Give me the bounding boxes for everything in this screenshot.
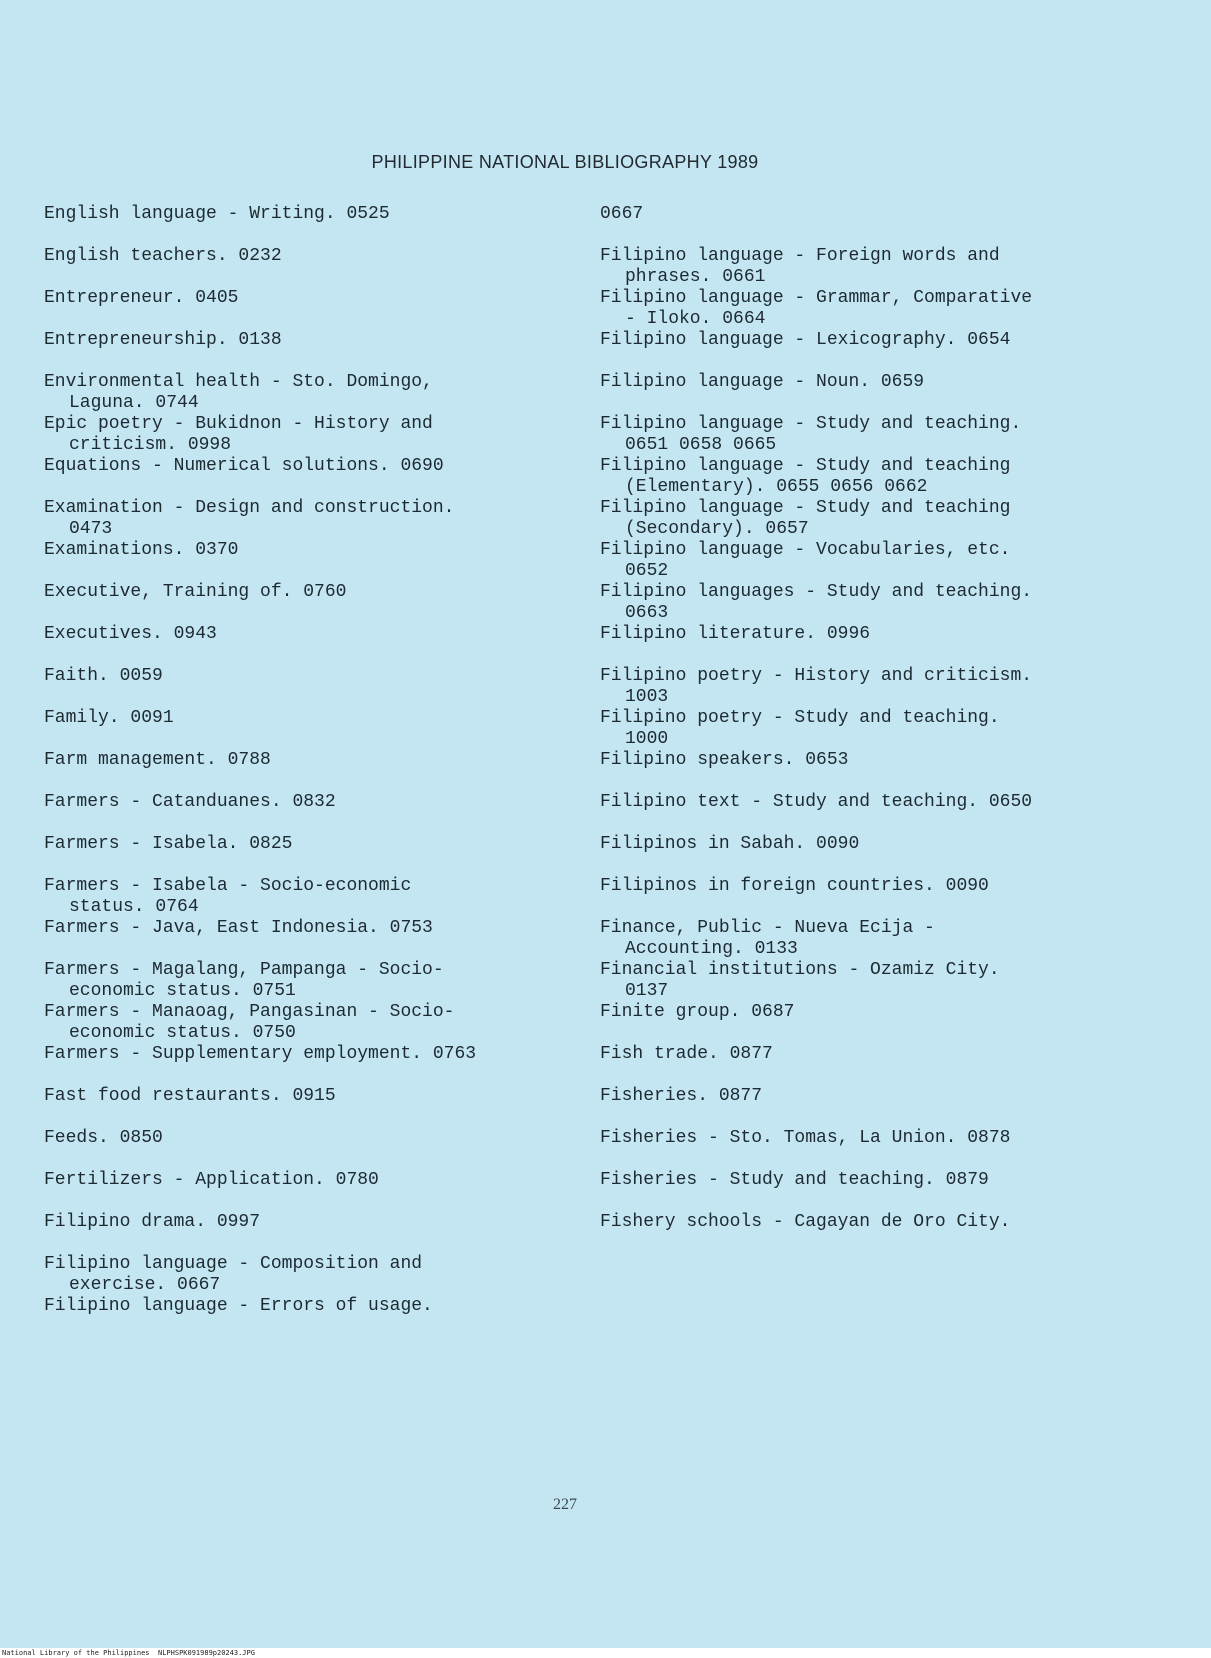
index-entry: Fisheries. 0877 — [600, 1086, 763, 1106]
page-number: 227 — [553, 1496, 577, 1513]
index-entry: English language - Writing. 0525 — [44, 204, 390, 224]
index-entry: Farmers - Isabela. 0825 — [44, 834, 293, 854]
index-entry: Filipino language - Vocabularies, etc. 0652 — [600, 540, 1011, 581]
index-entry: Filipino language - Noun. 0659 — [600, 372, 925, 392]
index-entry: Filipino language - Study and teaching (Elementary). 0655 0656 0662 — [600, 456, 1011, 497]
index-entry: Filipino language - Study and teaching. 0651 0658 0665 — [600, 414, 1022, 455]
footer-filename: NLPHSPK091989p20243.JPG — [158, 1649, 255, 1657]
index-entry: Filipino speakers. 0653 — [600, 750, 849, 770]
index-entry: Farmers - Magalang, Pampanga - Socio- economic status. 0751 — [44, 960, 444, 1001]
index-entry: Entrepreneurship. 0138 — [44, 330, 282, 350]
index-entry: Filipino languages - Study and teaching. 0663 — [600, 582, 1033, 623]
index-entry: Filipinos in foreign countries. 0090 — [600, 876, 989, 896]
index-entry: Filipino language - Errors of usage. — [44, 1296, 433, 1316]
footer-source: National Library of the Philippines — [2, 1649, 150, 1657]
index-entry: Fertilizers - Application. 0780 — [44, 1170, 379, 1190]
index-entry: Filipino drama. 0997 — [44, 1212, 261, 1232]
index-entry: Fisheries - Sto. Tomas, La Union. 0878 — [600, 1128, 1011, 1148]
index-entry: Filipino language - Composition and exercise. 0667 — [44, 1254, 423, 1295]
index-entry: Farmers - Java, East Indonesia. 0753 — [44, 918, 433, 938]
index-entry: Filipino language - Study and teaching (Secondary). 0657 — [600, 498, 1011, 539]
index-entry: 0667 — [600, 204, 644, 224]
index-entry: Financial institutions - Ozamiz City. 0137 — [600, 960, 1000, 1001]
index-entry: Examination - Design and construction. 0473 — [44, 498, 455, 539]
index-entry: Filipino language - Lexicography. 0654 — [600, 330, 1011, 350]
index-entry: Faith. 0059 — [44, 666, 163, 686]
index-entry: Farmers - Supplementary employment. 0763 — [44, 1044, 477, 1064]
index-entry: Farmers - Manaoag, Pangasinan - Socio- economic status. 0750 — [44, 1002, 455, 1043]
index-entry: Filipino poetry - History and criticism. 1003 — [600, 666, 1033, 707]
index-entry: Farmers - Isabela - Socio-economic status. 0764 — [44, 876, 412, 917]
index-entry: Farmers - Catanduanes. 0832 — [44, 792, 336, 812]
index-entry: Filipino literature. 0996 — [600, 624, 871, 644]
index-entry: Fast food restaurants. 0915 — [44, 1086, 336, 1106]
index-entry: Examinations. 0370 — [44, 540, 239, 560]
scan-footer — [0, 1648, 1211, 1658]
index-entry: Environmental health - Sto. Domingo, Laguna. 0744 — [44, 372, 433, 413]
index-entry: Equations - Numerical solutions. 0690 — [44, 456, 444, 476]
index-entry: Executive, Training of. 0760 — [44, 582, 347, 602]
index-entry: Finite group. 0687 — [600, 1002, 795, 1022]
index-entry: Filipino language - Foreign words and phrases. 0661 — [600, 246, 1000, 287]
index-entry: English teachers. 0232 — [44, 246, 282, 266]
index-entry: Fishery schools - Cagayan de Oro City. — [600, 1212, 1011, 1232]
index-entry: Filipino language - Grammar, Comparative - Iloko. 0664 — [600, 288, 1033, 329]
index-entry: Family. 0091 — [44, 708, 174, 728]
page-header: PHILIPPINE NATIONAL BIBLIOGRAPHY 1989 — [371, 152, 759, 172]
index-entry: Executives. 0943 — [44, 624, 217, 644]
index-entry: Fish trade. 0877 — [600, 1044, 773, 1064]
index-entry: Entrepreneur. 0405 — [44, 288, 239, 308]
index-entry: Filipinos in Sabah. 0090 — [600, 834, 860, 854]
index-entry: Filipino poetry - Study and teaching. 1000 — [600, 708, 1000, 749]
index-entry: Epic poetry - Bukidnon - History and criticism. 0998 — [44, 414, 433, 455]
index-entry: Farm management. 0788 — [44, 750, 271, 770]
index-entry: Filipino text - Study and teaching. 0650 — [600, 792, 1033, 812]
index-entry: Fisheries - Study and teaching. 0879 — [600, 1170, 989, 1190]
index-entry: Feeds. 0850 — [44, 1128, 163, 1148]
index-entry: Finance, Public - Nueva Ecija - Accounting. 0133 — [600, 918, 935, 959]
